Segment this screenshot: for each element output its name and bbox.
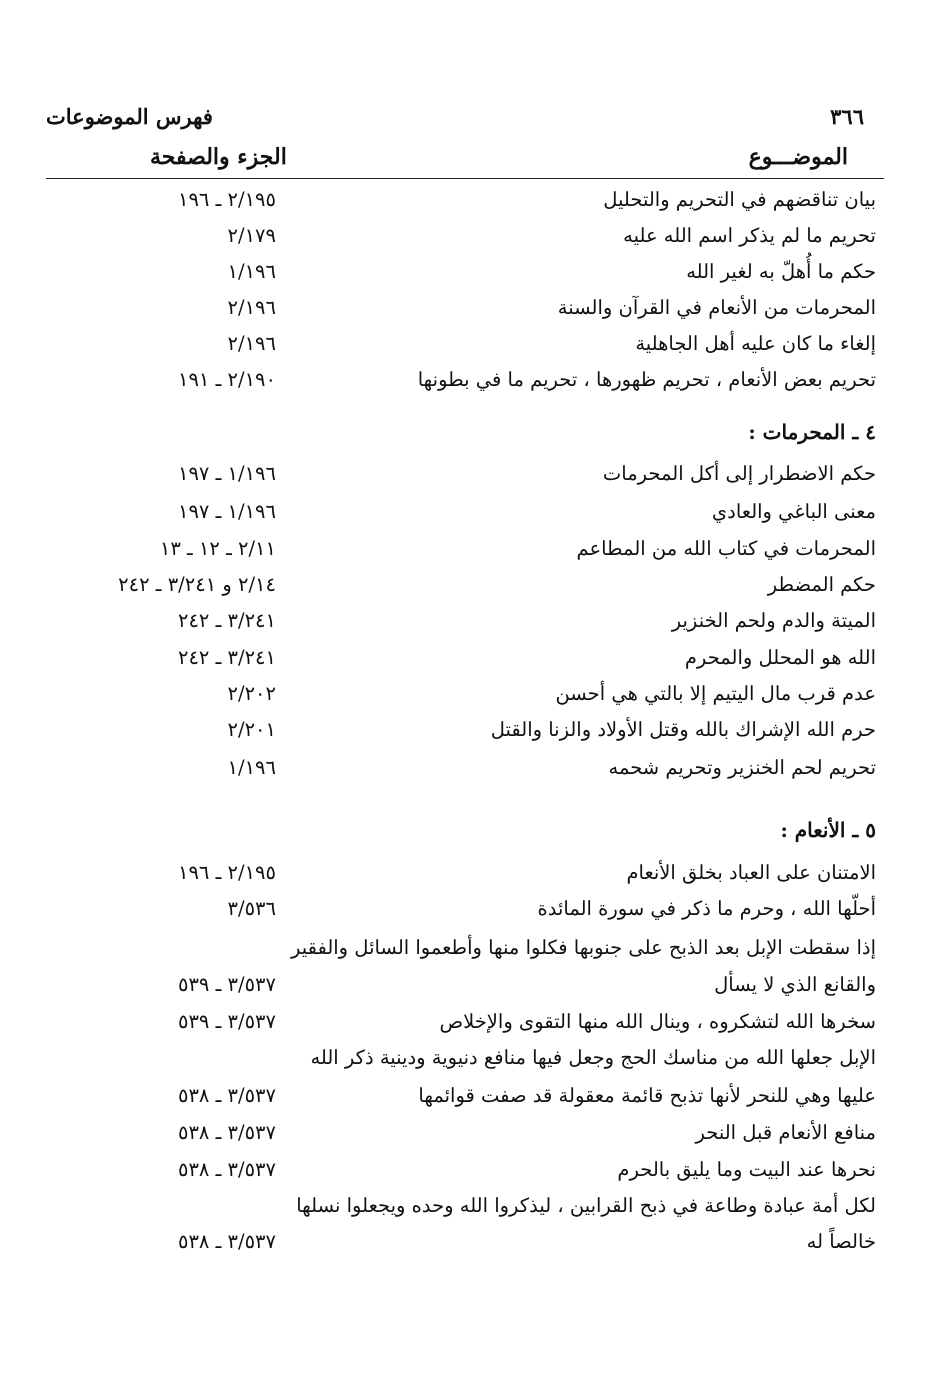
page-reference: ٢/١٩٥ ـ ١٩٦ [177, 861, 276, 884]
topic-text: تحريم ما لم يذكر اسم الله عليه [623, 224, 876, 247]
index-row [46, 254, 876, 290]
page-reference: ٣/٥٣٧ ـ ٥٣٨ [177, 1121, 276, 1144]
topic-text: حرم الله الإشراك بالله وقتل الأولاد والزنا والقتل [490, 718, 876, 741]
topic-text: حكم الاضطرار إلى أكل المحرمات [602, 462, 876, 485]
index-row [46, 676, 876, 712]
index-row [46, 1115, 876, 1151]
topic-text: حكم ما أُهلّ به لغير الله [686, 260, 876, 283]
topic-text-continued: الإبل جعلها الله من مناسك الحج وجعل فيها منافع دنيوية ودينية ذكر الله [310, 1046, 876, 1069]
page-reference: ٣/٢٤١ ـ ٢٤٢ [177, 609, 276, 632]
page-reference: ٢/٢٠٢ [227, 682, 276, 705]
index-row [46, 1152, 876, 1188]
page-reference: ٣/٥٣٧ ـ ٥٣٩ [177, 1010, 276, 1033]
topic-text-continued: لكل أمة عبادة وطاعة في ذبح القرابين ، ليذكروا الله وحده ويجعلوا نسلها [296, 1194, 876, 1217]
index-row [46, 603, 876, 639]
page-reference: ٢/٢٠١ [227, 718, 276, 741]
header-rule [46, 178, 884, 179]
topic-text: الامتنان على العباد بخلق الأنعام [626, 861, 876, 884]
section-heading: ٤ ـ المحرمات : [748, 420, 876, 444]
topic-text: نحرها عند البيت وما يليق بالحرم [617, 1158, 876, 1181]
index-row [46, 750, 876, 786]
topic-text-continued: إذا سقطت الإبل بعد الذبح على جنوبها فكلوا منها وأطعموا السائل والفقير [290, 936, 876, 959]
running-title: فهرس الموضوعات [46, 104, 213, 129]
index-row [46, 567, 876, 603]
index-row [46, 362, 876, 398]
index-row [46, 326, 876, 362]
index-row [46, 531, 876, 567]
index-row [46, 494, 876, 530]
page-reference: ٢/١٤ و ٣/٢٤١ ـ ٢٤٢ [118, 573, 276, 596]
topic-text: سخرها الله لتشكروه ، وينال الله منها التقوى والإخلاص [439, 1010, 876, 1033]
topic-text: والقانع الذي لا يسأل [714, 973, 876, 996]
page-reference: ٣/٥٣٧ ـ ٥٣٨ [177, 1158, 276, 1181]
topic-text: أحلّها الله ، وحرم ما ذكر في سورة المائدة [537, 897, 876, 920]
topic-text: المحرمات في كتاب الله من المطاعم [576, 537, 876, 560]
topic-text: بيان تناقضهم في التحريم والتحليل [603, 188, 876, 211]
index-row [46, 290, 876, 326]
index-row [46, 218, 876, 254]
page-reference: ٣/٥٣٧ ـ ٥٣٨ [177, 1230, 276, 1253]
index-row [46, 855, 876, 891]
topic-text: الميتة والدم ولحم الخنزير [671, 609, 876, 632]
page-reference: ٢/١٧٩ [227, 224, 276, 247]
page-reference: ٢/١٩٠ ـ ١٩١ [177, 368, 276, 391]
topic-text: حكم المضطر [767, 573, 876, 596]
topic-text: المحرمات من الأنعام في القرآن والسنة [557, 296, 876, 319]
topic-text: معنى الباغي والعادي [711, 500, 876, 523]
column-header-reference: الجزء والصفحة [150, 144, 287, 170]
topic-text: إلغاء ما كان عليه أهل الجاهلية [635, 332, 876, 355]
topic-text: عليها وهي للنحر لأنها تذبح قائمة معقولة قد صفت قوائمها [418, 1084, 876, 1107]
index-row [46, 1004, 876, 1040]
page-reference: ٢/١٩٦ [227, 296, 276, 319]
index-row [46, 1078, 876, 1114]
topic-text: منافع الأنعام قبل النحر [695, 1121, 876, 1144]
section-heading: ٥ ـ الأنعام : [780, 818, 876, 842]
index-row [46, 891, 876, 927]
page-reference: ٣/٢٤١ ـ ٢٤٢ [177, 646, 276, 669]
page-reference: ٣/٥٣٦ [227, 897, 276, 920]
column-header-topic: الموضـــوع [748, 144, 848, 170]
page-reference: ٣/٥٣٧ ـ ٥٣٩ [177, 973, 276, 996]
topic-text: الله هو المحلل والمحرم [684, 646, 876, 669]
index-row [46, 967, 876, 1003]
page-reference: ١/١٩٦ [227, 756, 276, 779]
page-reference: ٢/١٩٥ ـ ١٩٦ [177, 188, 276, 211]
index-row [46, 640, 876, 676]
topic-text: تحريم بعض الأنعام ، تحريم ظهورها ، تحريم ما في بطونها [417, 368, 876, 391]
topic-text: عدم قرب مال اليتيم إلا بالتي هي أحسن [555, 682, 876, 705]
index-row [46, 712, 876, 748]
index-row [46, 456, 876, 492]
page-reference: ١/١٩٦ ـ ١٩٧ [177, 500, 276, 523]
page-reference: ٢/١١ ـ ١٢ ـ ١٣ [159, 537, 276, 560]
topic-text: خالصاً له [806, 1230, 876, 1253]
topic-text: تحريم لحم الخنزير وتحريم شحمه [608, 756, 876, 779]
index-row [46, 182, 876, 218]
page-reference: ٢/١٩٦ [227, 332, 276, 355]
page-reference: ١/١٩٦ ـ ١٩٧ [177, 462, 276, 485]
page-number: ٣٦٦ [830, 104, 864, 129]
page-reference: ١/١٩٦ [227, 260, 276, 283]
index-row [46, 1224, 876, 1260]
page-reference: ٣/٥٣٧ ـ ٥٣٨ [177, 1084, 276, 1107]
